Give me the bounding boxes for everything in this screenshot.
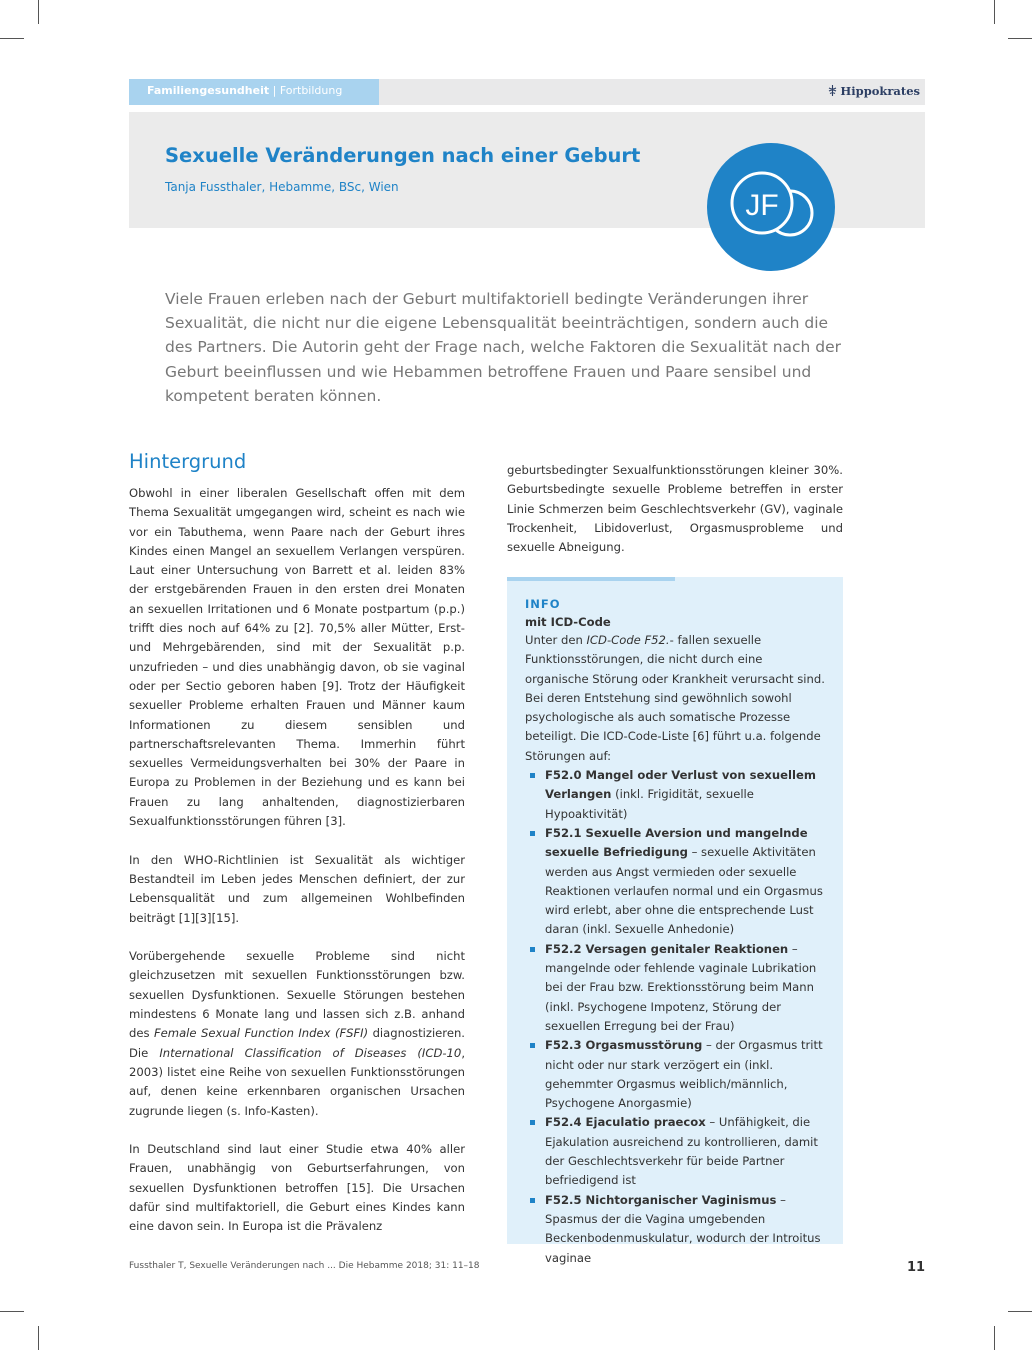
right-column xyxy=(507,461,843,577)
text-run: diagnostizieren. Die xyxy=(129,1026,465,1060)
publisher-name: Hippokrates xyxy=(840,84,920,98)
article-title: Sexuelle Veränderungen nach einer Geburt xyxy=(165,144,641,167)
list-item xyxy=(525,766,825,824)
code-description: – Spasmus der die Vagina umgebenden Beckenbodenmuskulatur, wodurch der Introitus vaginae xyxy=(545,1192,821,1265)
crop-mark xyxy=(38,1326,39,1350)
info-box xyxy=(507,577,843,1265)
info-box-accent xyxy=(507,577,675,581)
body-paragraph xyxy=(129,947,465,1121)
code-description: – mangelnde oder fehlende vaginale Lubrikation bei der Frau bzw. Erektionsstörung beim Mann (inkl. Psychogene Impotenz, Störung der sexuellen Erregung bei der Frau) xyxy=(545,941,817,1033)
list-item xyxy=(525,1113,825,1190)
text-run: Unter den xyxy=(525,633,587,647)
fsfi-term: Female Sexual Function Index (FSFI) xyxy=(153,1026,369,1041)
text-run: Vorübergehende sexuelle Probleme sind nicht gleichzusetzen mit sexuellen Funktionsstörungen bzw. sexuellen Dysfunktionen. Sexuelle Störungen bestehen mindestens 6 Monate lang und lassen sich z.B. anhand des xyxy=(129,949,465,1041)
text-run: - fallen sexuelle Funktionsstörungen, die nicht durch eine organische Störung oder Krankheit verursacht sind. Bei deren Entstehung sind gewöhnlich sowohl psychologische als auch somatische Prozesse beteiligt. Die ICD-Code-Liste [6] führt u.a. folgende Störungen auf: xyxy=(525,633,825,763)
section-name: Familiengesundheit xyxy=(147,84,270,97)
code-label: F52.3 Orgasmusstörung xyxy=(545,1038,703,1053)
info-intro xyxy=(525,631,825,766)
code-description: – Unfähigkeit, die Ejakulation ausreichend zu kontrollieren, damit der Geschlechtsverkehr für beide Partner befriedigend ist xyxy=(545,1115,818,1188)
crop-mark xyxy=(994,1326,995,1350)
icd-term: International Classification of Diseases (ICD-10 xyxy=(159,1045,462,1060)
left-column xyxy=(129,448,465,1256)
crop-mark xyxy=(38,0,39,24)
crop-mark xyxy=(1008,38,1032,39)
code-description: (inkl. Frigidität, sexuelle Hypoaktivität) xyxy=(545,787,754,821)
page-number: 11 xyxy=(907,1260,926,1275)
crop-mark xyxy=(0,38,24,39)
section-heading: Hintergrund xyxy=(129,450,247,473)
body-paragraph: geburtsbedingter Sexualfunktionsstörungen kleiner 30%. Geburtsbedingte sexuelle Probleme betreffen in erster Linie Schmerzen beim Geschlechtsverkehr (GV), vaginale Trockenheit, Libidoverlust, Orgasmusprobleme und sexuelle Abneigung. xyxy=(507,463,843,555)
icd-code-list xyxy=(525,766,825,1268)
info-box-content xyxy=(525,596,825,1268)
info-label: INFO xyxy=(525,597,561,611)
code-description: – sexuelle Aktivitäten werden aus Angst vermieden oder sexuelle Reaktionen verlaufen normal und ein Orgasmus wird erlebt, aber ohne die entsprechende Lust daran (inkl. Sexuelle Anhedonie) xyxy=(545,845,823,937)
list-item xyxy=(525,1191,825,1268)
section-label xyxy=(147,84,342,97)
author-initials: JF xyxy=(745,189,779,222)
publisher-logo xyxy=(828,84,920,98)
info-title: mit ICD-Code xyxy=(525,615,611,629)
code-label: F52.0 Mangel oder Verlust von sexuellem Verlangen xyxy=(545,768,816,802)
crop-mark xyxy=(1008,1311,1032,1312)
section-subname: Fortbildung xyxy=(279,84,343,97)
author-initials-logo xyxy=(707,143,835,271)
text-run: , 2003) listet eine Reihe von sexuellen Funktionsstörungen auf, denen keine erkennbaren organischen Ursachen zugrunde liegen (s. Info-Kasten). xyxy=(129,1045,465,1118)
article-author: Tanja Fussthaler, Hebamme, BSc, Wien xyxy=(165,180,399,194)
crop-mark xyxy=(994,0,995,24)
crop-mark xyxy=(0,1311,24,1312)
body-paragraph: In den WHO-Richtlinien ist Sexualität als wichtiger Bestandteil im Leben jedes Menschen definiert, der zur Lebensqualität und zum allgemeinen Wohlbefinden beiträgt [1][3][15]. xyxy=(129,852,465,925)
list-item xyxy=(525,824,825,940)
caduceus-icon xyxy=(828,85,837,96)
code-label: F52.4 Ejaculatio praecox xyxy=(545,1115,706,1130)
footer-citation: Fussthaler T, Sexuelle Veränderungen nach ... Die Hebamme 2018; 31: 11–18 xyxy=(129,1261,480,1271)
code-label: F52.1 Sexuelle Aversion und mangelnde sexuelle Befriedigung xyxy=(545,825,808,860)
abstract: Viele Frauen erleben nach der Geburt multifaktoriell bedingte Veränderungen ihrer Sexualität, die nicht nur die eigene Lebensqualität beeinträchtigen, sondern auch die des Partners. Die Autorin geht der Frage nach, welche Faktoren die Sexualität nach der Geburt beeinflussen und wie Hebammen betroffene Frauen und Paare sensibel und kompetent beraten können. xyxy=(165,290,842,405)
body-paragraph: Obwohl in einer liberalen Gesellschaft offen mit dem Thema Sexualität umgegangen wird, scheint es nach wie vor ein Tabuthema, wenn Paare nach der Geburt ihres Kindes einen Mangel an sexuellem Verlangen verspüren. Laut einer Untersuchung von Barrett et al. leiden 83% der erstgebärenden Frauen in den ersten drei Monaten an sexuellen Irritationen und 6 Monate postpartum (p.p.) trifft dies noch auf 64% zu [2]. 70,5% aller Mütter, Erst- und Mehrgebärenden, sind mit der Sexualität p.p. unzufrieden – und dies unabhängig davon, ob sie vaginal oder per Sectio geboren haben [9]. Trotz der Häufigkeit sexueller Probleme erhalten Frauen und Männer kaum Informationen zu diesem sensiblen und partnerschaftsrelevanten Thema. Immerhin führt sexuelles Vermeidungsverhalten bei 30% der Paare in Europa zu Problemen in der Beziehung und es kann bei Frauen zu lang anhaltenden, diagnostizierbaren Sexualfunktionsstörungen führen [3]. xyxy=(129,486,465,829)
code-description: – der Orgasmus tritt nicht oder nur stark verzögert ein (inkl. gehemmter Orgasmus weiblich/männlich, Psychogene Anorgasmie) xyxy=(545,1038,823,1111)
code-label: F52.5 Nichtorganischer Vaginismus xyxy=(545,1192,777,1207)
list-item xyxy=(525,940,825,1036)
list-item xyxy=(525,1036,825,1113)
icd-code-term: ICD-Code F52. xyxy=(586,633,670,647)
section-separator: | xyxy=(269,84,280,97)
body-paragraph: In Deutschland sind laut einer Studie etwa 40% aller Frauen, unabhängig von Geburtserfahrungen, von sexuellen Dysfunktionen betroffen [15]. Die Ursachen dafür sind multifaktoriell, die Geburt eines Kindes kann eine davon sein. In Europa ist die Prävalenz xyxy=(129,1142,465,1234)
code-label: F52.2 Versagen genitaler Reaktionen xyxy=(545,941,789,956)
